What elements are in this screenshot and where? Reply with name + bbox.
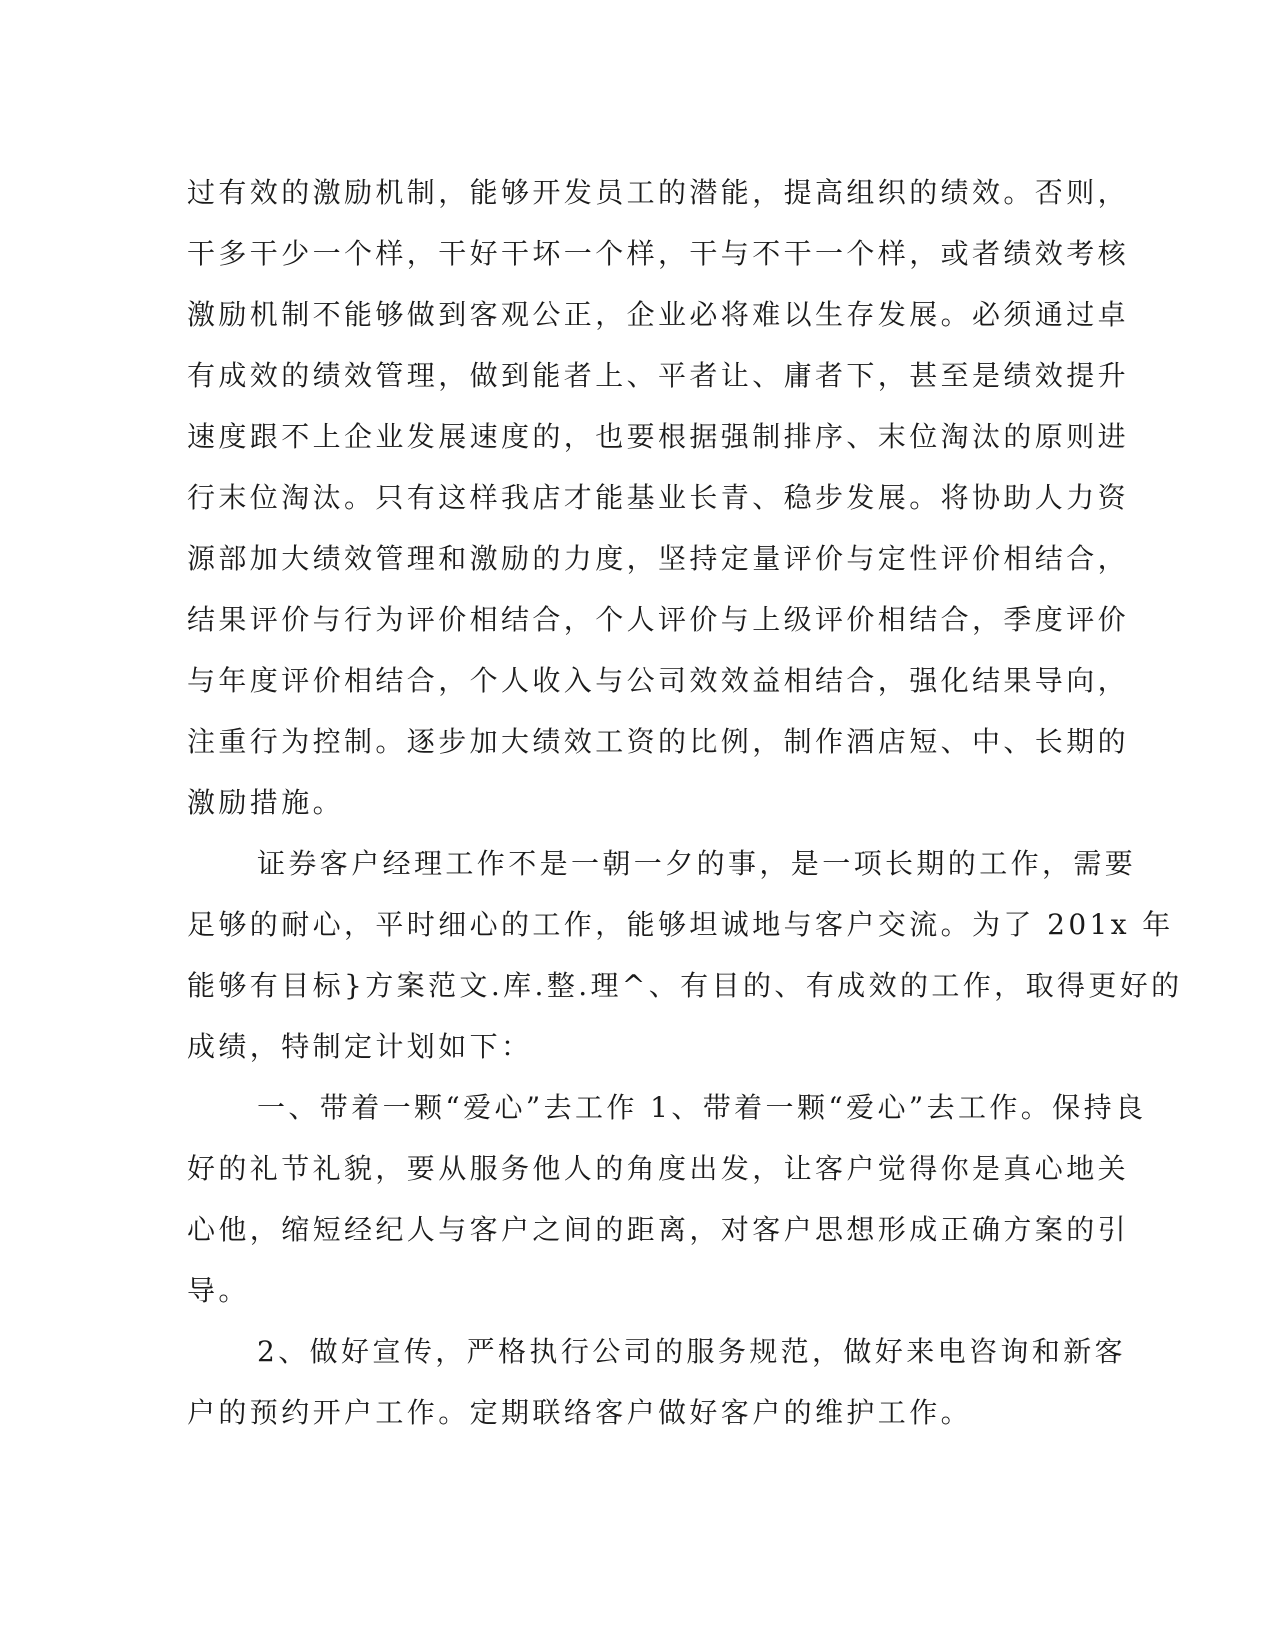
text-line: 激励机制不能够做到客观公正，企业必将难以生存发展。必须通过卓 <box>187 298 1130 331</box>
text-line: 2、做好宣传，严格执行公司的服务规范，做好来电咨询和新客 <box>257 1335 1127 1368</box>
text-line: 注重行为控制。逐步加大绩效工资的比例，制作酒店短、中、长期的 <box>187 725 1130 758</box>
paragraph-item-one <box>187 1077 1147 1321</box>
text-line: 成绩，特制定计划如下： <box>187 1030 533 1063</box>
text-line: 户的预约开户工作。定期联络客户做好客户的维护工作。 <box>187 1396 973 1429</box>
text-line: 导。 <box>187 1274 250 1307</box>
text-line: 干多干少一个样，干好干坏一个样，干与不干一个样，或者绩效考核 <box>187 237 1130 270</box>
text-line: 源部加大绩效管理和激励的力度，坚持定量评价与定性评价相结合， <box>187 542 1130 575</box>
text-line: 心他，缩短经纪人与客户之间的距离，对客户思想形成正确方案的引 <box>187 1213 1130 1246</box>
text-line: 证券客户经理工作不是一朝一夕的事，是一项长期的工作，需要 <box>257 847 1137 880</box>
text-line: 过有效的激励机制，能够开发员工的潜能，提高组织的绩效。否则， <box>187 176 1130 209</box>
text-line: 与年度评价相结合，个人收入与公司效效益相结合，强化结果导向， <box>187 664 1130 697</box>
text-line: 速度跟不上企业发展速度的，也要根据强制排序、末位淘汰的原则进 <box>187 420 1130 453</box>
text-line: 好的礼节礼貌，要从服务他人的角度出发，让客户觉得你是真心地关 <box>187 1152 1130 1185</box>
paragraph-plan-intro <box>187 833 1183 1077</box>
text-line: 一、带着一颗“爱心”去工作 1、带着一颗“爱心”去工作。保持良 <box>257 1091 1147 1124</box>
text-line: 激励措施。 <box>187 786 345 819</box>
text-line: 结果评价与行为评价相结合，个人评价与上级评价相结合，季度评价 <box>187 603 1130 636</box>
text-line: 行末位淘汰。只有这样我店才能基业长青、稳步发展。将协助人力资 <box>187 481 1130 514</box>
document-body <box>187 162 1183 1443</box>
paragraph-item-two <box>187 1321 1127 1443</box>
text-line: 有成效的绩效管理，做到能者上、平者让、庸者下，甚至是绩效提升 <box>187 359 1130 392</box>
text-line: 足够的耐心，平时细心的工作，能够坦诚地与客户交流。为了 201x 年 <box>187 908 1174 941</box>
text-line: 能够有目标}方案范文.库.整.理^、有目的、有成效的工作，取得更好的 <box>187 969 1183 1002</box>
paragraph-incentive-mechanism <box>187 162 1130 833</box>
